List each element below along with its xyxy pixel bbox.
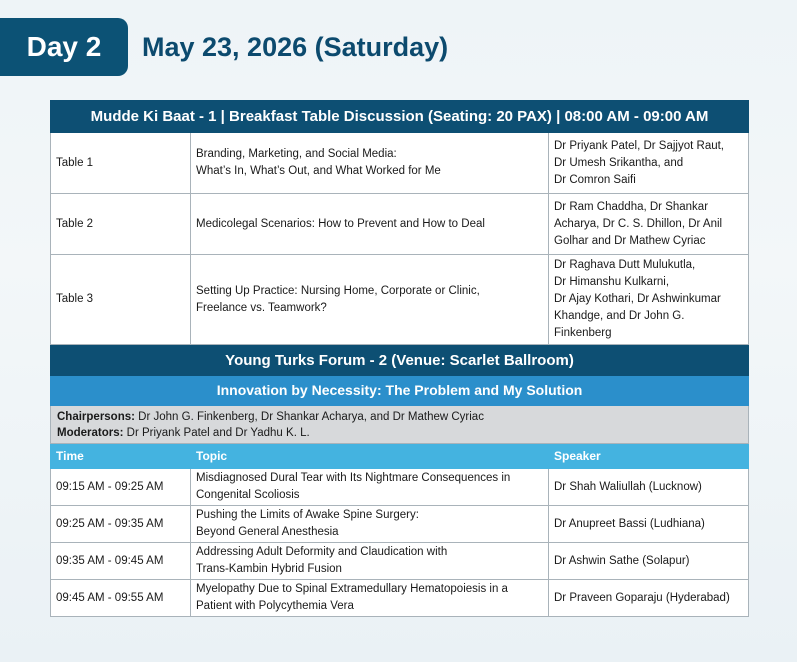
session2-title: Young Turks Forum - 2 (Venue: Scarlet Ballroom) [51, 345, 749, 376]
talk-row [51, 580, 749, 617]
table-row [51, 133, 749, 194]
table-row [51, 255, 749, 345]
table-speakers: Dr Priyank Patel, Dr Sajjyot Raut, Dr Umesh Srikantha, and Dr Comron Saifi [549, 133, 749, 194]
chair-moderator-info [51, 406, 749, 444]
table-name: Table 2 [51, 194, 191, 255]
day-badge: Day 2 [0, 18, 128, 76]
col-header-speaker: Speaker [549, 444, 749, 469]
talk-time: 09:35 AM - 09:45 AM [51, 543, 191, 580]
mod-names: Dr Priyank Patel and Dr Yadhu K. L. [123, 426, 310, 439]
session2-subtitle-row [51, 376, 749, 406]
col-header-time: Time [51, 444, 191, 469]
table-row [51, 194, 749, 255]
table-name: Table 3 [51, 255, 191, 345]
talk-topic: Addressing Adult Deformity and Claudication with Trans-Kambin Hybrid Fusion [191, 543, 549, 580]
schedule-table [50, 100, 749, 617]
talk-speaker: Dr Ashwin Sathe (Solapur) [549, 543, 749, 580]
chair-names: Dr John G. Finkenberg, Dr Shankar Acharya, and Dr Mathew Cyriac [134, 410, 484, 423]
day-date: May 23, 2026 (Saturday) [142, 31, 449, 62]
talks-header-row [51, 444, 749, 469]
talk-time: 09:15 AM - 09:25 AM [51, 469, 191, 506]
talk-speaker: Dr Anupreet Bassi (Ludhiana) [549, 506, 749, 543]
table-speakers: Dr Ram Chaddha, Dr Shankar Acharya, Dr C. S. Dhillon, Dr Anil Golhar and Dr Mathew Cyriac [549, 194, 749, 255]
session1-title: Mudde Ki Baat - 1 | Breakfast Table Discussion (Seating: 20 PAX) | 08:00 AM - 09:00 AM [51, 101, 749, 133]
col-header-topic: Topic [191, 444, 549, 469]
table-topic: Setting Up Practice: Nursing Home, Corporate or Clinic, Freelance vs. Teamwork? [191, 255, 549, 345]
talk-row [51, 543, 749, 580]
session2-title-row [51, 345, 749, 376]
table-topic: Medicolegal Scenarios: How to Prevent and How to Deal [191, 194, 549, 255]
talk-topic: Myelopathy Due to Spinal Extramedullary Hematopoiesis in a Patient with Polycythemia Vera [191, 580, 549, 617]
session1-title-row [51, 101, 749, 133]
table-topic: Branding, Marketing, and Social Media: What’s In, What’s Out, and What Worked for Me [191, 133, 549, 194]
talk-speaker: Dr Praveen Goparaju (Hyderabad) [549, 580, 749, 617]
chair-moderator-row [51, 406, 749, 444]
table-name: Table 1 [51, 133, 191, 194]
day-header [0, 18, 448, 76]
talk-row [51, 506, 749, 543]
chair-label: Chairpersons: [57, 410, 135, 423]
talk-topic: Pushing the Limits of Awake Spine Surgery: Beyond General Anesthesia [191, 506, 549, 543]
talk-speaker: Dr Shah Waliullah (Lucknow) [549, 469, 749, 506]
mod-label: Moderators: [57, 426, 124, 439]
talk-time: 09:25 AM - 09:35 AM [51, 506, 191, 543]
session2-subtitle: Innovation by Necessity: The Problem and My Solution [51, 376, 749, 406]
table-speakers: Dr Raghava Dutt Mulukutla, Dr Himanshu Kulkarni, Dr Ajay Kothari, Dr Ashwinkumar Khandge, and Dr John G. Finkenberg [549, 255, 749, 345]
talk-time: 09:45 AM - 09:55 AM [51, 580, 191, 617]
talk-topic: Misdiagnosed Dural Tear with Its Nightmare Consequences in Congenital Scoliosis [191, 469, 549, 506]
talk-row [51, 469, 749, 506]
